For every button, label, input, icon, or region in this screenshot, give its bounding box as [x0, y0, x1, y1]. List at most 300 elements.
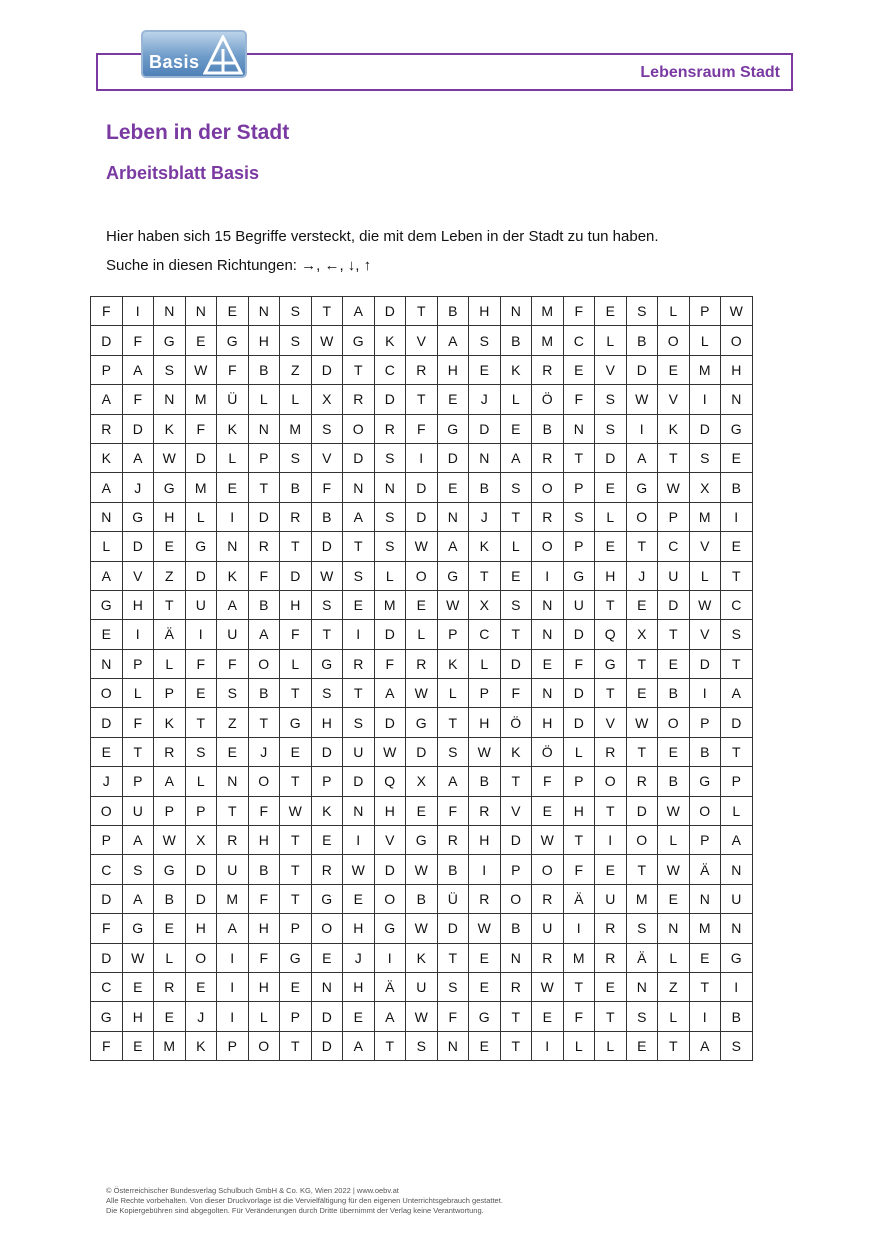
grid-cell[interactable]: R — [626, 767, 658, 796]
grid-cell[interactable]: U — [185, 590, 217, 619]
grid-cell[interactable]: F — [532, 767, 564, 796]
grid-cell[interactable]: P — [280, 914, 312, 943]
grid-cell[interactable]: E — [532, 1002, 564, 1031]
grid-cell[interactable]: U — [122, 796, 154, 825]
grid-cell[interactable]: Q — [595, 620, 627, 649]
grid-cell[interactable]: V — [658, 385, 690, 414]
grid-cell[interactable]: F — [122, 385, 154, 414]
grid-cell[interactable]: A — [374, 1002, 406, 1031]
grid-cell[interactable]: I — [689, 1002, 721, 1031]
grid-cell[interactable]: E — [469, 943, 501, 972]
grid-cell[interactable]: T — [563, 972, 595, 1001]
grid-cell[interactable]: V — [595, 355, 627, 384]
grid-cell[interactable]: S — [122, 855, 154, 884]
grid-cell[interactable]: O — [689, 796, 721, 825]
grid-cell[interactable]: H — [185, 914, 217, 943]
grid-cell[interactable]: P — [91, 355, 123, 384]
grid-cell[interactable]: O — [311, 914, 343, 943]
grid-cell[interactable]: D — [500, 826, 532, 855]
grid-cell[interactable]: I — [374, 943, 406, 972]
grid-cell[interactable]: T — [595, 1002, 627, 1031]
grid-cell[interactable]: W — [343, 855, 375, 884]
grid-cell[interactable]: D — [406, 737, 438, 766]
grid-cell[interactable]: F — [563, 649, 595, 678]
grid-cell[interactable]: L — [658, 1002, 690, 1031]
grid-cell[interactable]: G — [280, 708, 312, 737]
grid-cell[interactable]: E — [595, 972, 627, 1001]
grid-cell[interactable]: L — [563, 1031, 595, 1060]
grid-cell[interactable]: T — [658, 1031, 690, 1060]
grid-cell[interactable]: I — [721, 972, 753, 1001]
grid-cell[interactable]: R — [406, 649, 438, 678]
grid-cell[interactable]: O — [374, 884, 406, 913]
grid-cell[interactable]: T — [185, 708, 217, 737]
grid-cell[interactable]: O — [406, 561, 438, 590]
grid-cell[interactable]: D — [343, 443, 375, 472]
grid-cell[interactable]: Ä — [154, 620, 186, 649]
grid-cell[interactable]: U — [217, 620, 249, 649]
grid-cell[interactable]: O — [500, 884, 532, 913]
grid-cell[interactable]: E — [122, 1031, 154, 1060]
grid-cell[interactable]: T — [500, 767, 532, 796]
grid-cell[interactable]: A — [91, 473, 123, 502]
grid-cell[interactable]: T — [280, 884, 312, 913]
grid-cell[interactable]: W — [626, 385, 658, 414]
grid-cell[interactable]: R — [406, 355, 438, 384]
grid-cell[interactable]: H — [343, 914, 375, 943]
grid-cell[interactable]: S — [311, 590, 343, 619]
grid-cell[interactable]: G — [595, 649, 627, 678]
grid-cell[interactable]: N — [532, 679, 564, 708]
grid-cell[interactable]: E — [311, 943, 343, 972]
grid-cell[interactable]: E — [437, 385, 469, 414]
grid-cell[interactable]: H — [248, 826, 280, 855]
grid-cell[interactable]: L — [437, 679, 469, 708]
grid-cell[interactable]: P — [154, 796, 186, 825]
grid-cell[interactable]: O — [248, 1031, 280, 1060]
grid-cell[interactable]: P — [280, 1002, 312, 1031]
grid-cell[interactable]: E — [91, 620, 123, 649]
grid-cell[interactable]: Z — [280, 355, 312, 384]
grid-cell[interactable]: R — [280, 502, 312, 531]
grid-cell[interactable]: A — [626, 443, 658, 472]
grid-cell[interactable]: S — [500, 590, 532, 619]
grid-cell[interactable]: T — [311, 620, 343, 649]
grid-cell[interactable]: Ä — [626, 943, 658, 972]
grid-cell[interactable]: D — [311, 1031, 343, 1060]
grid-cell[interactable]: T — [658, 443, 690, 472]
grid-cell[interactable]: S — [185, 737, 217, 766]
grid-cell[interactable]: G — [563, 561, 595, 590]
grid-cell[interactable]: R — [469, 796, 501, 825]
grid-cell[interactable]: F — [91, 914, 123, 943]
grid-cell[interactable]: G — [280, 943, 312, 972]
grid-cell[interactable]: D — [437, 443, 469, 472]
grid-cell[interactable]: M — [532, 326, 564, 355]
grid-cell[interactable]: T — [343, 532, 375, 561]
grid-cell[interactable]: K — [437, 649, 469, 678]
grid-cell[interactable]: D — [374, 855, 406, 884]
grid-cell[interactable]: R — [437, 826, 469, 855]
grid-cell[interactable]: L — [658, 297, 690, 326]
grid-cell[interactable]: O — [91, 679, 123, 708]
grid-cell[interactable]: X — [311, 385, 343, 414]
grid-cell[interactable]: D — [626, 796, 658, 825]
grid-cell[interactable]: E — [469, 1031, 501, 1060]
grid-cell[interactable]: A — [374, 679, 406, 708]
grid-cell[interactable]: N — [532, 590, 564, 619]
grid-cell[interactable]: T — [280, 1031, 312, 1060]
grid-cell[interactable]: S — [374, 502, 406, 531]
grid-cell[interactable]: N — [343, 473, 375, 502]
grid-cell[interactable]: V — [311, 443, 343, 472]
grid-cell[interactable]: R — [154, 972, 186, 1001]
grid-cell[interactable]: E — [437, 473, 469, 502]
grid-cell[interactable]: B — [469, 767, 501, 796]
grid-cell[interactable]: L — [122, 679, 154, 708]
grid-cell[interactable]: N — [343, 796, 375, 825]
grid-cell[interactable]: K — [185, 1031, 217, 1060]
grid-cell[interactable]: N — [469, 443, 501, 472]
grid-cell[interactable]: E — [469, 355, 501, 384]
grid-cell[interactable]: H — [343, 972, 375, 1001]
grid-cell[interactable]: R — [311, 855, 343, 884]
grid-cell[interactable]: G — [406, 826, 438, 855]
grid-cell[interactable]: T — [280, 679, 312, 708]
grid-cell[interactable]: A — [91, 561, 123, 590]
grid-cell[interactable]: D — [122, 532, 154, 561]
grid-cell[interactable]: P — [248, 443, 280, 472]
grid-cell[interactable]: R — [91, 414, 123, 443]
grid-cell[interactable]: Ä — [374, 972, 406, 1001]
grid-cell[interactable]: T — [280, 826, 312, 855]
grid-cell[interactable]: N — [91, 649, 123, 678]
grid-cell[interactable]: I — [217, 502, 249, 531]
grid-cell[interactable]: S — [469, 326, 501, 355]
grid-cell[interactable]: E — [406, 796, 438, 825]
grid-cell[interactable]: E — [721, 443, 753, 472]
grid-cell[interactable]: R — [532, 443, 564, 472]
grid-cell[interactable]: W — [532, 972, 564, 1001]
grid-cell[interactable]: B — [311, 502, 343, 531]
grid-cell[interactable]: A — [343, 297, 375, 326]
grid-cell[interactable]: P — [563, 532, 595, 561]
grid-cell[interactable]: D — [563, 679, 595, 708]
grid-cell[interactable]: T — [280, 767, 312, 796]
grid-cell[interactable]: D — [563, 620, 595, 649]
grid-cell[interactable]: R — [154, 737, 186, 766]
grid-cell[interactable]: P — [563, 767, 595, 796]
grid-cell[interactable]: M — [532, 297, 564, 326]
grid-cell[interactable]: O — [248, 767, 280, 796]
grid-cell[interactable]: S — [437, 737, 469, 766]
grid-cell[interactable]: F — [248, 561, 280, 590]
grid-cell[interactable]: D — [689, 649, 721, 678]
grid-cell[interactable]: G — [185, 532, 217, 561]
grid-cell[interactable]: S — [343, 561, 375, 590]
grid-cell[interactable]: E — [500, 561, 532, 590]
grid-cell[interactable]: W — [122, 943, 154, 972]
grid-cell[interactable]: E — [689, 943, 721, 972]
grid-cell[interactable]: O — [658, 708, 690, 737]
grid-cell[interactable]: F — [185, 649, 217, 678]
grid-cell[interactable]: M — [280, 414, 312, 443]
grid-cell[interactable]: K — [217, 414, 249, 443]
grid-cell[interactable]: T — [154, 590, 186, 619]
grid-cell[interactable]: V — [122, 561, 154, 590]
grid-cell[interactable]: N — [500, 297, 532, 326]
grid-cell[interactable]: A — [154, 767, 186, 796]
grid-cell[interactable]: E — [626, 1031, 658, 1060]
grid-cell[interactable]: W — [406, 1002, 438, 1031]
grid-cell[interactable]: I — [217, 972, 249, 1001]
grid-cell[interactable]: I — [122, 297, 154, 326]
grid-cell[interactable]: H — [248, 914, 280, 943]
grid-cell[interactable]: F — [563, 855, 595, 884]
grid-cell[interactable]: T — [563, 826, 595, 855]
grid-cell[interactable]: S — [374, 532, 406, 561]
grid-cell[interactable]: F — [217, 649, 249, 678]
grid-cell[interactable]: N — [154, 297, 186, 326]
grid-cell[interactable]: W — [689, 590, 721, 619]
grid-cell[interactable]: V — [689, 620, 721, 649]
grid-cell[interactable]: E — [595, 855, 627, 884]
grid-cell[interactable]: Z — [154, 561, 186, 590]
grid-cell[interactable]: B — [532, 414, 564, 443]
grid-cell[interactable]: E — [595, 473, 627, 502]
grid-cell[interactable]: O — [343, 414, 375, 443]
grid-cell[interactable]: D — [311, 737, 343, 766]
grid-cell[interactable]: V — [500, 796, 532, 825]
grid-cell[interactable]: H — [374, 796, 406, 825]
grid-cell[interactable]: R — [595, 737, 627, 766]
grid-cell[interactable]: N — [437, 1031, 469, 1060]
grid-cell[interactable]: T — [437, 708, 469, 737]
grid-cell[interactable]: S — [626, 297, 658, 326]
grid-cell[interactable]: C — [469, 620, 501, 649]
grid-cell[interactable]: X — [406, 767, 438, 796]
grid-cell[interactable]: B — [500, 914, 532, 943]
grid-cell[interactable]: S — [374, 443, 406, 472]
grid-cell[interactable]: S — [626, 1002, 658, 1031]
grid-cell[interactable]: G — [154, 326, 186, 355]
grid-cell[interactable]: K — [374, 326, 406, 355]
grid-cell[interactable]: Q — [374, 767, 406, 796]
grid-cell[interactable]: F — [248, 884, 280, 913]
grid-cell[interactable]: U — [406, 972, 438, 1001]
grid-cell[interactable]: S — [280, 297, 312, 326]
grid-cell[interactable]: R — [248, 532, 280, 561]
grid-cell[interactable]: U — [217, 855, 249, 884]
grid-cell[interactable]: P — [563, 473, 595, 502]
grid-cell[interactable]: D — [91, 326, 123, 355]
grid-cell[interactable]: S — [311, 414, 343, 443]
grid-cell[interactable]: B — [437, 297, 469, 326]
grid-cell[interactable]: N — [721, 385, 753, 414]
grid-cell[interactable]: W — [311, 561, 343, 590]
grid-cell[interactable]: T — [721, 649, 753, 678]
grid-cell[interactable]: T — [343, 679, 375, 708]
grid-cell[interactable]: O — [532, 855, 564, 884]
grid-cell[interactable]: M — [689, 355, 721, 384]
grid-cell[interactable]: D — [689, 414, 721, 443]
grid-cell[interactable]: A — [91, 385, 123, 414]
grid-cell[interactable]: N — [563, 414, 595, 443]
grid-cell[interactable]: W — [658, 796, 690, 825]
grid-cell[interactable]: F — [437, 1002, 469, 1031]
grid-cell[interactable]: L — [595, 1031, 627, 1060]
grid-cell[interactable]: K — [406, 943, 438, 972]
grid-cell[interactable]: E — [280, 737, 312, 766]
grid-cell[interactable]: E — [406, 590, 438, 619]
grid-cell[interactable]: L — [185, 767, 217, 796]
grid-cell[interactable]: G — [721, 414, 753, 443]
grid-cell[interactable]: F — [406, 414, 438, 443]
grid-cell[interactable]: L — [280, 649, 312, 678]
grid-cell[interactable]: Ö — [532, 385, 564, 414]
grid-cell[interactable]: G — [311, 884, 343, 913]
grid-cell[interactable]: M — [689, 914, 721, 943]
grid-cell[interactable]: U — [563, 590, 595, 619]
grid-cell[interactable]: T — [311, 297, 343, 326]
grid-cell[interactable]: A — [721, 826, 753, 855]
grid-cell[interactable]: F — [374, 649, 406, 678]
grid-cell[interactable]: W — [406, 532, 438, 561]
grid-cell[interactable]: L — [185, 502, 217, 531]
grid-cell[interactable]: D — [658, 590, 690, 619]
grid-cell[interactable]: T — [469, 561, 501, 590]
grid-cell[interactable]: P — [437, 620, 469, 649]
grid-cell[interactable]: P — [469, 679, 501, 708]
grid-cell[interactable]: N — [217, 532, 249, 561]
grid-cell[interactable]: D — [311, 1002, 343, 1031]
grid-cell[interactable]: K — [469, 532, 501, 561]
grid-cell[interactable]: Ü — [217, 385, 249, 414]
grid-cell[interactable]: I — [185, 620, 217, 649]
grid-cell[interactable]: O — [185, 943, 217, 972]
grid-cell[interactable]: A — [437, 767, 469, 796]
grid-cell[interactable]: Ü — [437, 884, 469, 913]
grid-cell[interactable]: G — [374, 914, 406, 943]
grid-cell[interactable]: D — [626, 355, 658, 384]
grid-cell[interactable]: B — [721, 1002, 753, 1031]
grid-cell[interactable]: N — [91, 502, 123, 531]
grid-cell[interactable]: M — [626, 884, 658, 913]
grid-cell[interactable]: O — [626, 502, 658, 531]
grid-cell[interactable]: E — [217, 297, 249, 326]
grid-cell[interactable]: T — [563, 443, 595, 472]
grid-cell[interactable]: R — [343, 385, 375, 414]
grid-cell[interactable]: E — [154, 914, 186, 943]
grid-cell[interactable]: W — [469, 737, 501, 766]
grid-cell[interactable]: I — [217, 1002, 249, 1031]
grid-cell[interactable]: I — [217, 943, 249, 972]
grid-cell[interactable]: L — [374, 561, 406, 590]
grid-cell[interactable]: B — [248, 355, 280, 384]
grid-cell[interactable]: F — [563, 385, 595, 414]
grid-cell[interactable]: W — [154, 826, 186, 855]
grid-cell[interactable]: A — [721, 679, 753, 708]
grid-cell[interactable]: R — [532, 943, 564, 972]
grid-cell[interactable]: N — [721, 914, 753, 943]
grid-cell[interactable]: S — [154, 355, 186, 384]
grid-cell[interactable]: L — [689, 326, 721, 355]
grid-cell[interactable]: N — [248, 297, 280, 326]
grid-cell[interactable]: G — [154, 855, 186, 884]
grid-cell[interactable]: T — [689, 972, 721, 1001]
grid-cell[interactable]: C — [721, 590, 753, 619]
grid-cell[interactable]: E — [122, 972, 154, 1001]
grid-cell[interactable]: U — [658, 561, 690, 590]
grid-cell[interactable]: I — [563, 914, 595, 943]
grid-cell[interactable]: W — [721, 297, 753, 326]
grid-cell[interactable]: H — [248, 326, 280, 355]
grid-cell[interactable]: Ä — [563, 884, 595, 913]
grid-cell[interactable]: L — [248, 1002, 280, 1031]
grid-cell[interactable]: P — [122, 649, 154, 678]
grid-cell[interactable]: O — [658, 326, 690, 355]
grid-cell[interactable]: F — [280, 620, 312, 649]
grid-cell[interactable]: B — [500, 326, 532, 355]
grid-cell[interactable]: T — [721, 737, 753, 766]
grid-cell[interactable]: T — [343, 355, 375, 384]
grid-cell[interactable]: G — [469, 1002, 501, 1031]
grid-cell[interactable]: K — [154, 708, 186, 737]
grid-cell[interactable]: G — [437, 414, 469, 443]
grid-cell[interactable]: H — [280, 590, 312, 619]
grid-cell[interactable]: X — [185, 826, 217, 855]
grid-cell[interactable]: T — [595, 679, 627, 708]
grid-cell[interactable]: T — [595, 796, 627, 825]
grid-cell[interactable]: G — [626, 473, 658, 502]
grid-cell[interactable]: I — [689, 385, 721, 414]
grid-cell[interactable]: V — [689, 532, 721, 561]
grid-cell[interactable]: E — [343, 590, 375, 619]
grid-cell[interactable]: L — [563, 737, 595, 766]
grid-cell[interactable]: H — [721, 355, 753, 384]
grid-cell[interactable]: P — [217, 1031, 249, 1060]
grid-cell[interactable]: L — [500, 385, 532, 414]
grid-cell[interactable]: T — [500, 1031, 532, 1060]
grid-cell[interactable]: D — [311, 355, 343, 384]
grid-cell[interactable]: A — [122, 443, 154, 472]
grid-cell[interactable]: P — [689, 297, 721, 326]
grid-cell[interactable]: P — [154, 679, 186, 708]
grid-cell[interactable]: C — [91, 855, 123, 884]
grid-cell[interactable]: F — [122, 326, 154, 355]
grid-cell[interactable]: D — [280, 561, 312, 590]
grid-cell[interactable]: L — [154, 943, 186, 972]
grid-cell[interactable]: E — [185, 679, 217, 708]
grid-cell[interactable]: H — [311, 708, 343, 737]
grid-cell[interactable]: L — [721, 796, 753, 825]
grid-cell[interactable]: E — [721, 532, 753, 561]
grid-cell[interactable]: E — [280, 972, 312, 1001]
grid-cell[interactable]: P — [721, 767, 753, 796]
grid-cell[interactable]: B — [406, 884, 438, 913]
grid-cell[interactable]: N — [311, 972, 343, 1001]
grid-cell[interactable]: D — [248, 502, 280, 531]
grid-cell[interactable]: B — [658, 767, 690, 796]
grid-cell[interactable]: P — [689, 708, 721, 737]
grid-cell[interactable]: W — [626, 708, 658, 737]
grid-cell[interactable]: W — [280, 796, 312, 825]
grid-cell[interactable]: E — [154, 532, 186, 561]
grid-cell[interactable]: I — [595, 826, 627, 855]
grid-cell[interactable]: L — [595, 326, 627, 355]
grid-cell[interactable]: S — [626, 914, 658, 943]
grid-cell[interactable]: E — [343, 884, 375, 913]
